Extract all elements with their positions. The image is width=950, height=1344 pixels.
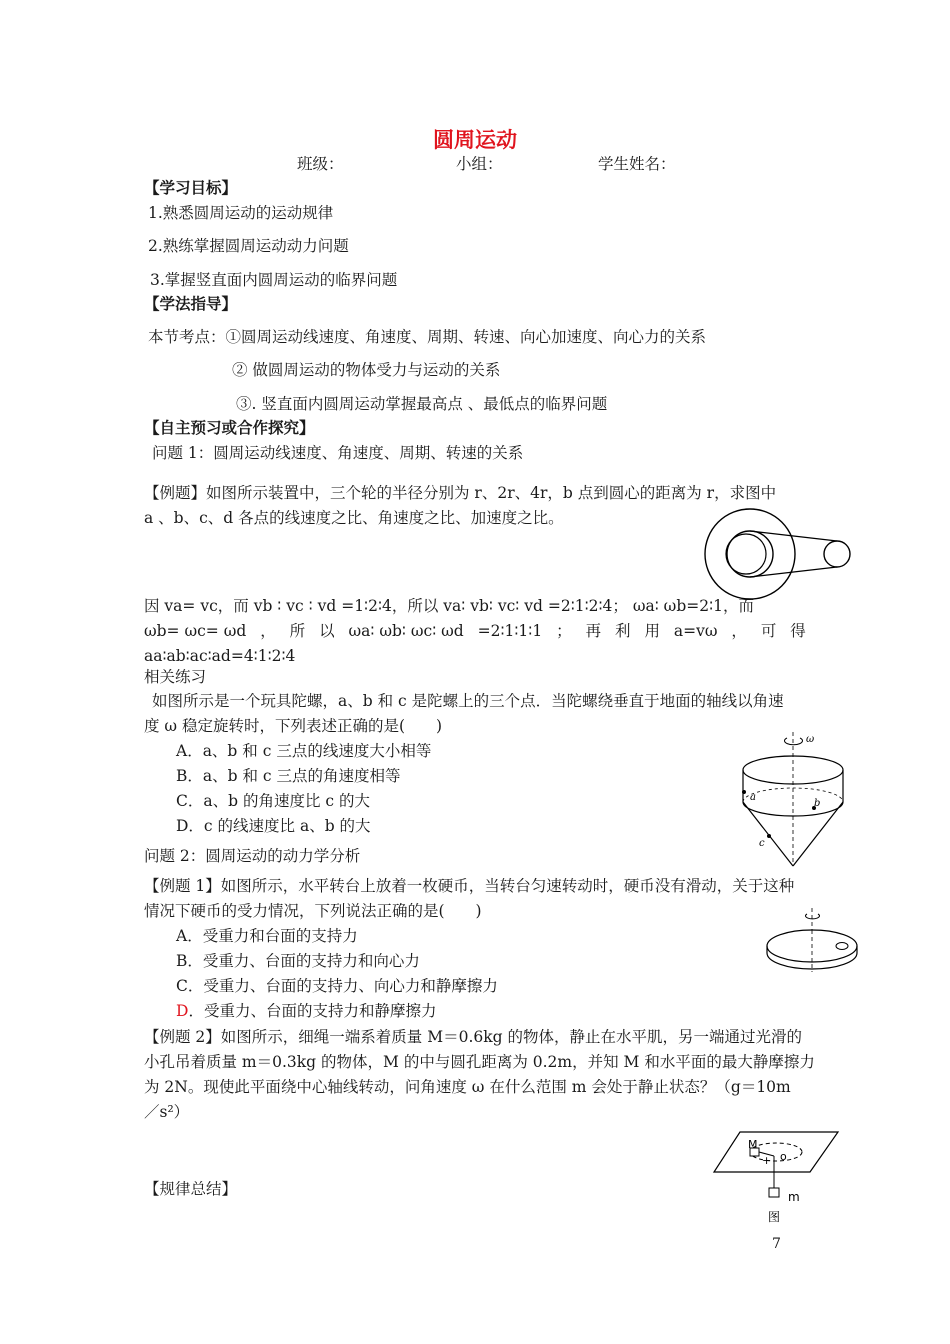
practice-stem: 度 ω 稳定旋转时，下列表述正确的是( ) — [144, 717, 443, 735]
solution-line: aa∶ab∶ac∶ad=4∶1∶2∶4 — [144, 647, 296, 665]
example21-option-d — [176, 1001, 436, 1021]
example22-line: 【例题 2】如图所示，细绳一端系着质量 M＝0.6kg 的物体，静止在水平肌，另一端通过光滑的 — [144, 1028, 802, 1046]
point-b-label: b — [814, 798, 821, 809]
omega-label: ω — [806, 734, 815, 745]
example22-line: ／s²） — [144, 1103, 190, 1121]
guide-line: ② 做圆周运动的物体受力与运动的关系 — [232, 361, 501, 379]
solution-term: 可 — [760, 622, 777, 640]
rotating-plane-figure — [712, 1128, 842, 1228]
guide-line: 本节考点：①圆周运动线速度、角速度、周期、转速、向心加速度、向心力的关系 — [148, 328, 707, 346]
practice-option-d: D．c 的线速度比 a、b 的大 — [176, 817, 371, 835]
solution-line: 因 va= vc，而 vb ∶ vc ∶ vd =1∶2∶4，所以 va∶ vb∶ vc∶ vd =2∶1∶2∶4； ωa∶ ωb=2∶1，而 — [144, 597, 754, 615]
example21-option-b: B．受重力、台面的支持力和向心力 — [176, 952, 420, 970]
point-c-label: c — [759, 838, 765, 849]
solution-term: a=vω — [673, 622, 718, 640]
practice-stem: 如图所示是一个玩具陀螺，a、b 和 c 是陀螺上的三个点．当陀螺绕垂直于地面的轴线以角速 — [152, 692, 784, 710]
point-a-label: a — [750, 792, 756, 803]
example21-line: 【例题 1】如图所示，水平转台上放着一枚硬币，当转台匀速转动时，硬币没有滑动，关于这种 — [144, 877, 795, 895]
solution-term: 用 — [644, 622, 660, 640]
solution-term: ωa∶ ωb∶ ωc∶ ωd — [348, 622, 464, 640]
student-name-label: 学生姓名： — [598, 155, 676, 173]
practice-option-b: B．a、b 和 c 三点的角速度相等 — [176, 767, 401, 785]
practice-option-a: A．a、b 和 c 三点的线速度大小相等 — [176, 742, 432, 760]
example22-line: 小孔吊着质量 m＝0.3kg 的物体，M 的中与圆孔距离为 0.2m，并知 M 和水平面的最大静摩擦力 — [144, 1053, 815, 1071]
solution-line-justified — [144, 621, 806, 641]
example22-line: 为 2N。现使此平面绕中心轴线转动，问角速度 ω 在什么范围 m 会处于静止状态？（g＝10m — [144, 1078, 791, 1096]
summary-heading: 【规律总结】 — [144, 1180, 238, 1198]
solution-term: ωb= ωc= ωd — [144, 622, 247, 640]
solution-term: =2∶1∶1∶1 — [477, 622, 543, 640]
page-number: 7 — [772, 1236, 781, 1252]
example21-option-a: A．受重力和台面的支持力 — [176, 927, 358, 945]
solution-term: ； — [556, 622, 572, 640]
answer-text: ．受重力、台面的支持力和静摩擦力 — [188, 1002, 437, 1020]
pulley-figure — [700, 508, 858, 608]
example1-line: 【例题】如图所示装置中，三个轮的半径分别为 r、2r、4r，b 点到圆心的距离为 r，求图中 — [144, 484, 777, 502]
solution-term: 再 — [585, 622, 602, 640]
objective-item: 2.熟练掌握圆周运动动力问题 — [148, 237, 349, 255]
objective-item: 1.熟悉圆周运动的运动规律 — [148, 204, 334, 222]
practice-option-c: C．a、b 的角速度比 c 的大 — [176, 792, 370, 810]
practice-heading: 相关练习 — [144, 668, 207, 686]
center-o-label: o — [780, 1150, 787, 1163]
solution-term: 得 — [790, 622, 806, 640]
turntable-figure — [762, 906, 862, 976]
question-2: 问题 2：圆周运动的动力学分析 — [144, 847, 361, 865]
solution-term: ， — [731, 622, 747, 640]
objective-item: 3.掌握竖直面内圆周运动的临界问题 — [150, 271, 398, 289]
objectives-heading: 【学习目标】 — [144, 179, 238, 197]
figure-caption: 图 — [768, 1210, 781, 1224]
guide-heading: 【学法指导】 — [144, 295, 238, 313]
solution-term: 利 — [615, 622, 631, 640]
svg-text:+: + — [762, 1154, 772, 1167]
solution-term: 所 — [289, 622, 306, 640]
mass-M-label: M — [748, 1138, 758, 1151]
answer-letter: D — [176, 1002, 189, 1020]
example1-line: a 、b、c、d 各点的线速度之比、角速度之比、加速度之比。 — [144, 509, 564, 527]
solution-term: 以 — [319, 622, 335, 640]
mass-m-label: m — [788, 1190, 800, 1204]
solution-term: ， — [260, 622, 276, 640]
explore-heading: 【自主预习或合作探究】 — [144, 419, 315, 437]
question-1: 问题 1：圆周运动线速度、角速度、周期、转速的关系 — [152, 444, 524, 462]
group-label: 小组： — [456, 155, 503, 173]
spinning-top-figure — [740, 728, 850, 870]
example21-line: 情况下硬币的受力情况，下列说法正确的是( ) — [144, 902, 482, 920]
class-label: 班级： — [297, 155, 344, 173]
example21-option-c: C．受重力、台面的支持力、向心力和静摩擦力 — [176, 977, 498, 995]
page-title: 圆周运动 — [433, 128, 517, 152]
guide-line: ③. 竖直面内圆周运动掌握最高点 、最低点的临界问题 — [236, 395, 608, 413]
